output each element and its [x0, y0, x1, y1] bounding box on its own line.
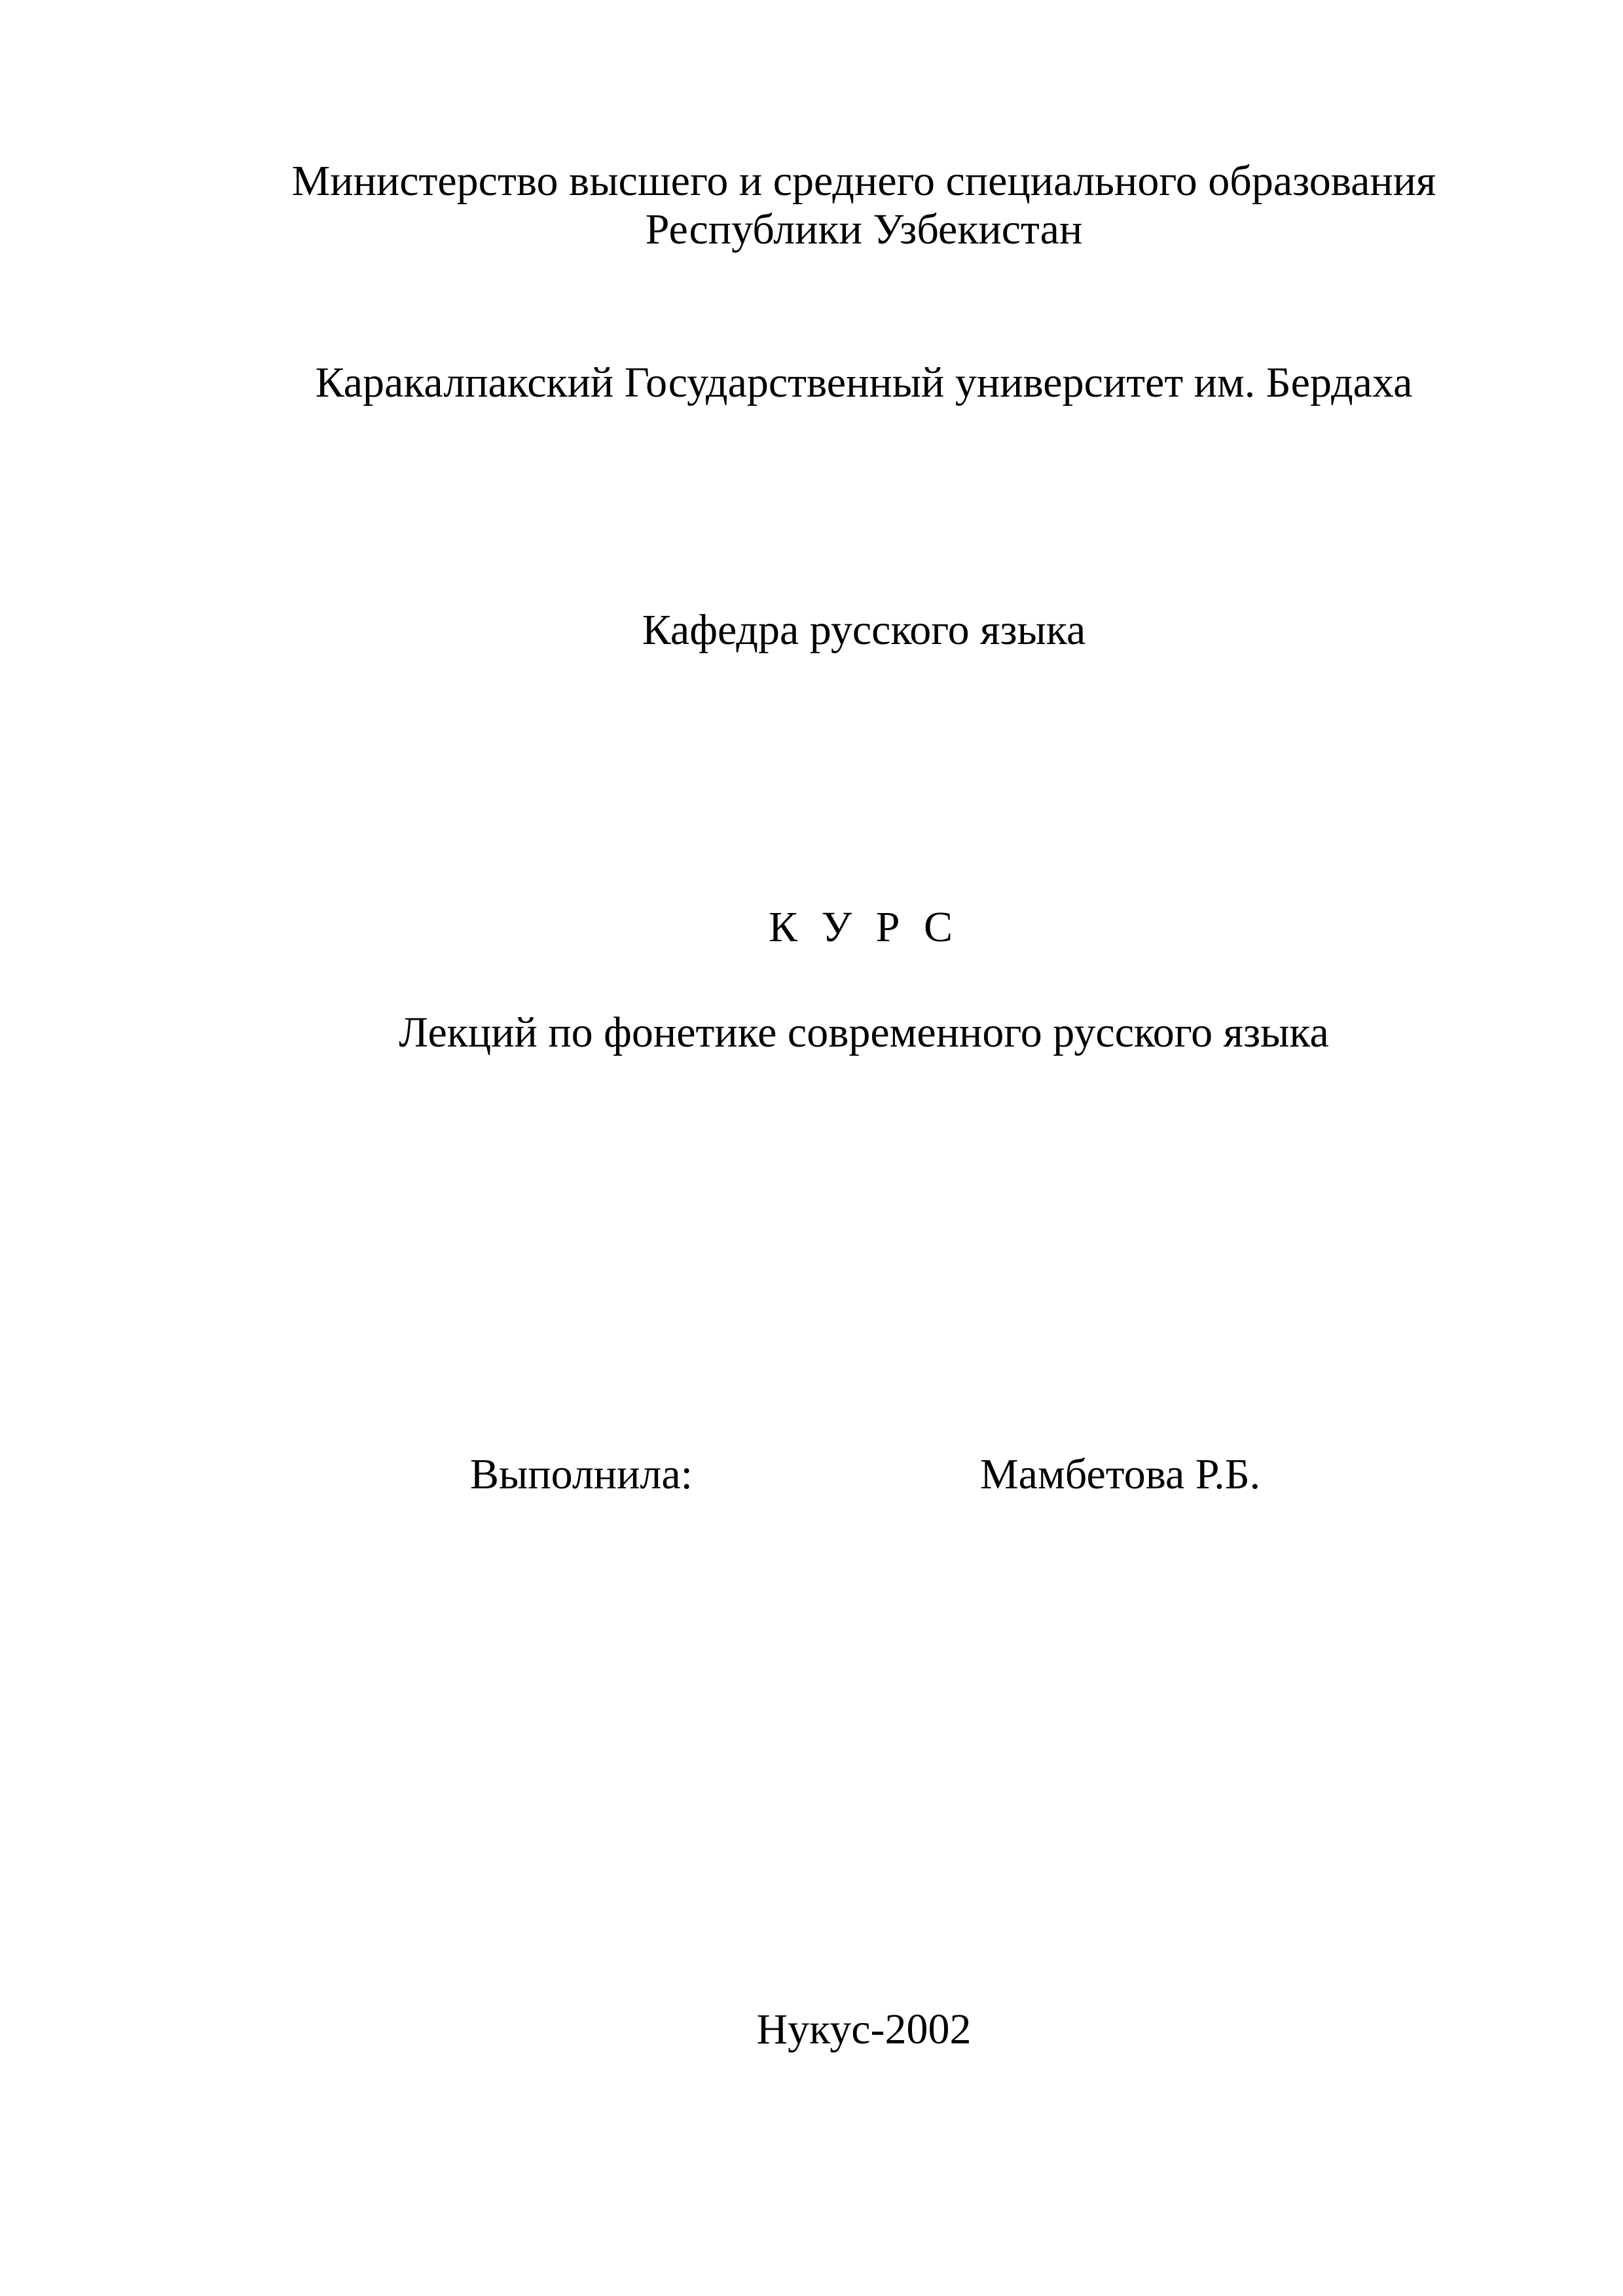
- author-name: Мамбетова Р.Б.: [980, 1450, 1261, 1498]
- ministry-line-1: Министерство высшего и среднего специального образования: [291, 157, 1436, 205]
- department-name: Кафедра русского языка: [642, 606, 1086, 654]
- course-title: К У Р С: [769, 903, 959, 951]
- ministry-line-2: Республики Узбекистан: [645, 206, 1083, 253]
- course-subtitle: Лекций по фонетике современного русского языка: [399, 1009, 1329, 1056]
- city-year: Нукус-2002: [756, 2005, 972, 2053]
- university-name: Каракалпакский Государственный университет им. Бердаха: [315, 359, 1413, 406]
- author-label: Выполнила:: [470, 1450, 693, 1498]
